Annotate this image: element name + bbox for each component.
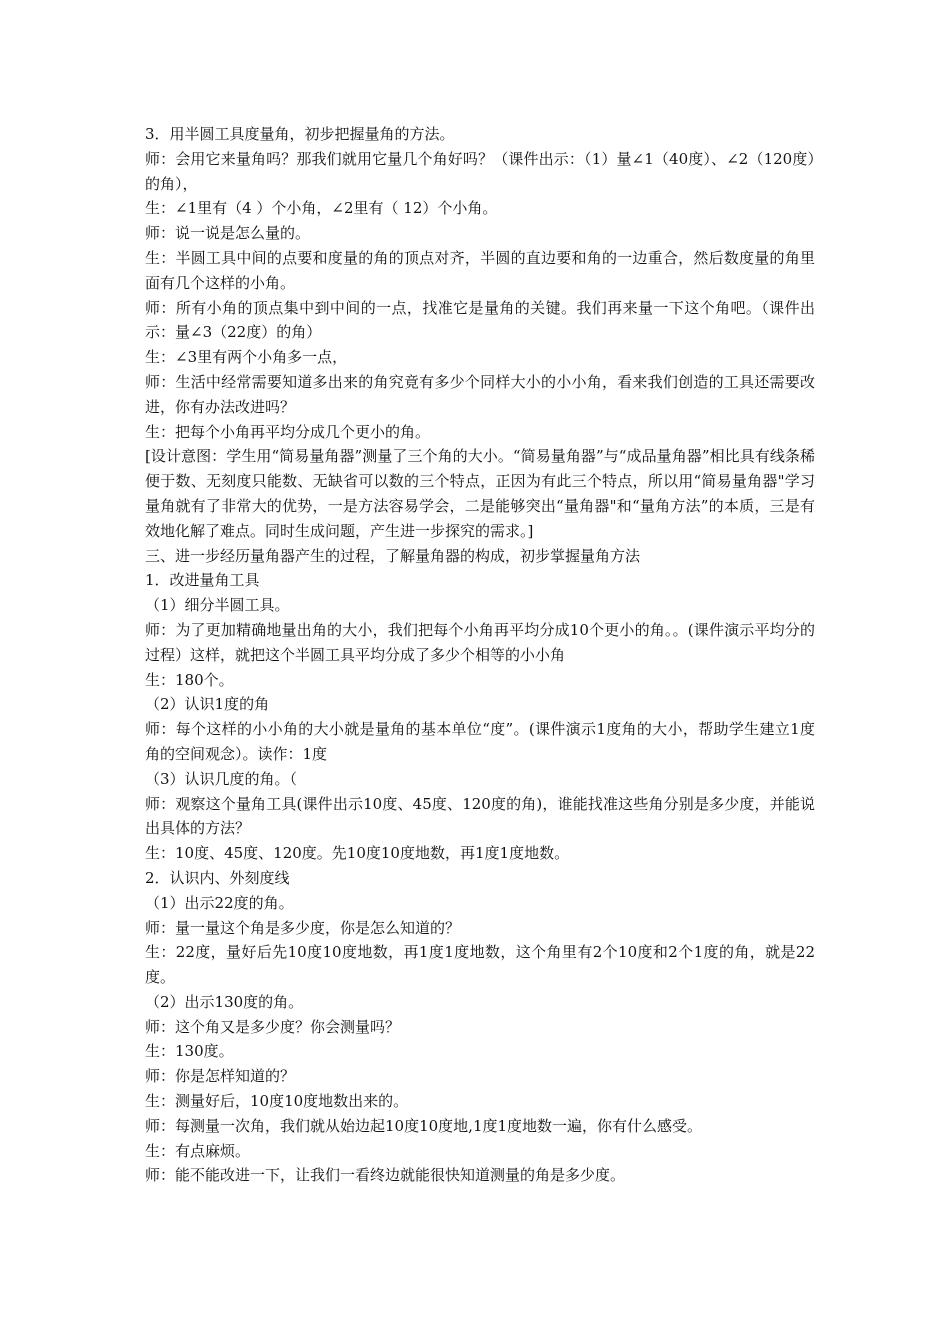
paragraph-item-one-degree: （2）认识1度的角 [145,695,270,714]
document-body [145,122,815,1188]
paragraph-item-subdivide: （1）细分半圆工具。 [145,596,290,615]
paragraph-item-22-degrees: （1）出示22度的角。 [145,893,294,912]
paragraph-teacher-subdivide: 师：为了更加精确地量出角的大小，我们把每个小角再平均分成10个更小的角。。(课件演示平均分的过程）这样，就把这个半圆工具平均分成了多少个相等的小小角 [145,620,815,664]
paragraph-student-count: 生：10度、45度、120度。先10度10度地数，再1度1度地数。 [145,844,570,863]
paragraph-student-angle3: 生：∠3里有两个小角多一点， [145,348,348,367]
paragraph-section-3-heading: 3．用半圆工具度量角，初步把握量角的方法。 [145,125,455,143]
paragraph-teacher-prompt: 师：说一说是怎么量的。 [145,224,311,243]
paragraph-student-explain: 生：半圆工具中间的点要和度量的角的顶点对齐，半圆的直边要和角的一边重合，然后数度量的角里面有几个这样的小角。 [145,248,815,292]
paragraph-design-intent: [设计意图：学生用“简易量角器”测量了三个角的大小。“简易量角器”与“成品量角器”相比具有线条稀便于数、无刻度只能数、无缺省可以数的三个特点，正因为有此三个特点，所以用“简易量角器"学习量角就有了非常大的优势，一是方法容易学会，二是能够突出“量角器"和“量角方法”的本质，三是有效地化解了难点。同时生成问题，产生进一步探究的需求。] [145,447,815,540]
paragraph-student-130: 生：130度。 [145,1042,234,1061]
paragraph-item-several-degrees: （3）认识几度的角。（ [145,769,298,788]
paragraph-item-130-degrees: （2）出示130度的角。 [145,992,304,1011]
paragraph-teacher-final: 师：能不能改进一下，让我们一看终边就能很快知道测量的角是多少度。 [145,1166,626,1185]
paragraph-teacher-improve: 师：生活中经常需要知道多出来的角究竟有多少个同样大小的小小角，看来我们创造的工具还需要改进，你有办法改进吗？ [145,372,815,416]
paragraph-teacher-key-point: 师：所有小角的顶点集中到中间的一点，找准它是量角的关键。我们再来量一下这个角吧。（课件出示：量∠3（22度）的角） [145,298,815,342]
paragraph-teacher-feeling: 师：每测量一次角，我们就从始边起10度10度地,1度1度地数一遍，你有什么感受。 [145,1116,703,1135]
paragraph-student-22: 生：22度，量好后先10度10度地数，再1度1度地数，这个角里有2个10度和2个1度的角，就是22度。 [145,943,815,987]
paragraph-teacher-measure-22: 师：量一量这个角是多少度，你是怎么知道的？ [145,918,461,937]
paragraph-student-answer: 生：∠1里有（4 ）个小角，∠2里有（ 12）个小角。 [145,199,498,218]
paragraph-student-180: 生：180个。 [145,670,234,689]
paragraph-section-three-heading: 三、进一步经历量角器产生的过程，了解量角器的构成，初步掌握量角方法 [145,546,641,565]
paragraph-student-troublesome: 生：有点麻烦。 [145,1141,251,1160]
paragraph-student-how: 生：测量好后，10度10度地数出来的。 [145,1092,409,1111]
paragraph-teacher-how: 师：你是怎样知道的？ [145,1067,296,1086]
paragraph-teacher-question: 师：会用它来量角吗？那我们就用它量几个角好吗？（课件出示：（1）量∠1（40度）、∠2（120度）的角）， [145,149,815,193]
paragraph-teacher-measure-130: 师：这个角又是多少度？你会测量吗？ [145,1017,401,1036]
paragraph-teacher-degree-unit: 师：每个这样的小小角的大小就是量角的基本单位“度”。(课件演示1度角的大小，帮助学生建立1度角的空间观念）。读作：1度 [145,720,815,763]
paragraph-student-divide: 生：把每个小角再平均分成几个更小的角。 [145,422,431,441]
paragraph-subheading-improve-tool: 1．改进量角工具 [145,571,260,590]
paragraph-teacher-observe: 师：观察这个量角工具(课件出示10度、45度、120度的角)，谁能找准这些角分别是多少度，并能说出具体的方法？ [145,794,815,838]
paragraph-subheading-scales: 2．认识内、外刻度线 [145,868,290,887]
